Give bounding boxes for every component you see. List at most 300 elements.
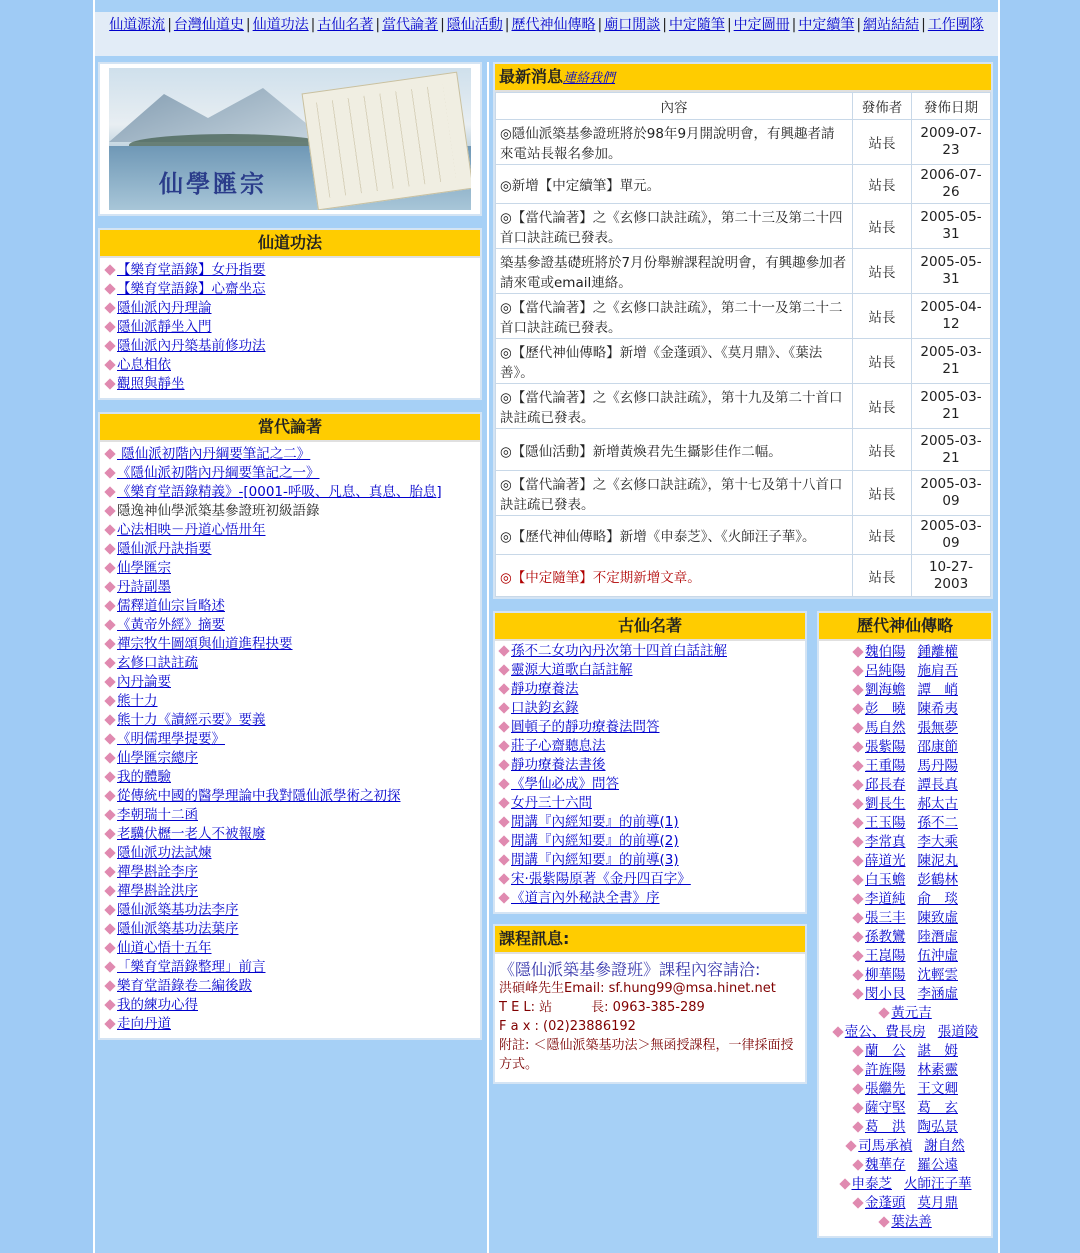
list-item	[104, 844, 476, 863]
diamond-bullet-icon	[852, 760, 863, 771]
list-item	[498, 756, 802, 775]
list-item	[498, 661, 802, 680]
immortal-link[interactable]: 羅公遠	[917, 1157, 958, 1173]
list-link[interactable]: 《隱仙派初階內丹綱要筆記之一》	[117, 465, 320, 481]
list-link[interactable]: 儒釋道仙宗旨略述	[117, 598, 225, 614]
diamond-bullet-icon	[852, 1197, 863, 1208]
news-date: 2005-03-21	[912, 339, 991, 384]
course-fax: F a x : (02)23886192	[499, 1019, 636, 1034]
diamond-bullet-icon	[104, 581, 115, 592]
news-table	[495, 92, 991, 597]
diamond-bullet-icon	[498, 835, 509, 846]
classic-link[interactable]: 閒講『內經知要』的前導(1)	[511, 814, 679, 830]
immortal-link[interactable]: 王文卿	[917, 1081, 958, 1097]
diamond-bullet-icon	[498, 854, 509, 865]
list-link[interactable]: 《樂育堂語錄精義》-[0001-呼吸、凡息、真息、胎息]	[117, 484, 442, 500]
diamond-bullet-icon	[104, 828, 115, 839]
classic-link[interactable]: 《學仙必成》問答	[511, 776, 619, 792]
nav-separator: |	[921, 17, 926, 33]
left-section-list	[100, 442, 480, 1038]
news-row	[496, 429, 991, 471]
diamond-bullet-icon	[498, 683, 509, 694]
list-item	[104, 673, 476, 692]
news-content: ◎隱仙派築基參證班將於98年9月開說明會，有興趣者請來電站長報名參加。	[496, 120, 853, 165]
immortal-link[interactable]: 張三丰	[865, 910, 906, 926]
immortal-link[interactable]: 譚 峭	[917, 682, 958, 698]
immortal-link[interactable]: 彭鶴林	[917, 872, 958, 888]
list-item	[104, 299, 476, 318]
news-row	[496, 294, 991, 339]
list-link[interactable]: 丹詩副墨	[117, 579, 171, 595]
diamond-bullet-icon	[104, 904, 115, 915]
news-date: 2005-03-21	[912, 384, 991, 429]
news-author: 站長	[853, 471, 912, 516]
immortal-row	[819, 852, 991, 871]
immortal-link[interactable]: 金蓬頭	[865, 1195, 906, 1211]
immortal-row	[819, 928, 991, 947]
diamond-bullet-icon	[104, 695, 115, 706]
diamond-bullet-icon	[104, 340, 115, 351]
column-divider	[487, 62, 489, 1253]
classic-link[interactable]: 靜功療養法書後	[511, 757, 606, 773]
immortal-link[interactable]: 申泰芝	[851, 1176, 892, 1192]
news-date: 2006-07-26	[912, 165, 991, 204]
list-item	[104, 464, 476, 483]
immortal-link[interactable]: 陸潛虛	[917, 929, 958, 945]
immortal-link[interactable]: 葉法善	[891, 1214, 932, 1230]
immortals-list	[819, 641, 991, 1236]
nav-link[interactable]: 廟口閒談	[604, 17, 661, 33]
diamond-bullet-icon	[104, 657, 115, 668]
news-author: 站長	[853, 516, 912, 555]
diamond-bullet-icon	[104, 999, 115, 1010]
news-header	[495, 64, 991, 92]
immortal-row	[819, 1099, 991, 1118]
list-item	[104, 654, 476, 673]
immortal-link[interactable]: 王重陽	[865, 758, 906, 774]
list-item	[498, 718, 802, 737]
news-column-header: 內容	[496, 93, 853, 120]
course-line-1: 《隱仙派築基參證班》課程內容請洽:	[499, 960, 761, 979]
news-author: 站長	[853, 339, 912, 384]
list-link[interactable]: 仙學匯宗總序	[117, 750, 198, 766]
list-link[interactable]: 禪學斟詮洪序	[117, 883, 198, 899]
immortal-link[interactable]: 李大乘	[917, 834, 958, 850]
news-content	[496, 555, 853, 597]
diamond-bullet-icon	[498, 892, 509, 903]
news-author: 站長	[853, 249, 912, 294]
diamond-bullet-icon	[852, 874, 863, 885]
diamond-bullet-icon	[852, 665, 863, 676]
nav-link[interactable]: 古仙名著	[317, 17, 374, 33]
list-item	[104, 635, 476, 654]
nav-separator: |	[375, 17, 381, 33]
nav-link[interactable]: 中定續筆	[798, 17, 855, 33]
list-link[interactable]: 走向丹道	[117, 1016, 171, 1032]
news-author: 站長	[853, 384, 912, 429]
immortal-link[interactable]: 莫月鼎	[917, 1195, 958, 1211]
immortal-link[interactable]: 司馬承禎	[858, 1138, 913, 1154]
list-item	[104, 901, 476, 920]
immortal-link[interactable]: 黃元吉	[891, 1005, 932, 1021]
diamond-bullet-icon	[104, 1018, 115, 1029]
immortal-link[interactable]: 伍沖虛	[917, 948, 958, 964]
classic-link[interactable]: 《道言內外秘訣全書》序	[511, 890, 660, 906]
list-link[interactable]: 熊十力	[117, 693, 158, 709]
diamond-bullet-icon	[104, 264, 115, 275]
list-item	[104, 521, 476, 540]
immortal-link[interactable]: 劉海蟾	[865, 682, 906, 698]
classic-link[interactable]: 口訣鈞玄錄	[511, 700, 579, 716]
immortal-link[interactable]: 俞 琰	[917, 891, 958, 907]
classic-link[interactable]: 莊子心齋聽息法	[511, 738, 606, 754]
news-box	[493, 62, 993, 599]
diamond-bullet-icon	[839, 1178, 850, 1189]
list-link[interactable]: 玄修口訣註疏	[117, 655, 198, 671]
list-item	[498, 889, 802, 908]
nav-link[interactable]: 隱仙活動	[446, 17, 503, 33]
news-column-header: 發佈者	[853, 93, 912, 120]
classics-box	[493, 611, 807, 914]
course-body	[495, 954, 805, 1082]
immortal-link[interactable]: 魏華存	[865, 1157, 906, 1173]
list-link[interactable]: 熊十力《讀經示要》要義	[117, 712, 266, 728]
course-tel: T E L: 站 長: 0963-385-289	[499, 1000, 705, 1015]
news-author: 站長	[853, 555, 912, 597]
nav-link[interactable]: 歷代神仙傳略	[511, 17, 596, 33]
immortal-row	[819, 643, 991, 662]
diamond-bullet-icon	[852, 722, 863, 733]
diamond-bullet-icon	[104, 961, 115, 972]
immortal-row	[819, 1175, 991, 1194]
news-content: ◎【歷代神仙傳略】新增《申泰芝》、《火師汪子華》。	[496, 516, 853, 555]
list-link[interactable]: 內丹論要	[117, 674, 171, 690]
list-item	[104, 730, 476, 749]
list-item	[104, 692, 476, 711]
diamond-bullet-icon	[104, 809, 115, 820]
immortal-link[interactable]: 張紫陽	[865, 739, 906, 755]
nav-separator: |	[726, 17, 732, 33]
immortal-link[interactable]: 邱長春	[865, 777, 906, 793]
list-item	[104, 749, 476, 768]
list-item	[104, 597, 476, 616]
immortal-link[interactable]: 李常真	[865, 834, 906, 850]
list-link[interactable]: 老驥伏櫪一老人不被報廢	[117, 826, 266, 842]
list-link[interactable]: 樂育堂語錄卷二編後跋	[117, 978, 252, 994]
list-link[interactable]: 隱仙派築基功法李序	[117, 902, 239, 918]
news-row	[496, 204, 991, 249]
immortal-row	[819, 1061, 991, 1080]
immortal-link[interactable]: 郝太古	[917, 796, 958, 812]
immortal-link[interactable]: 閔小艮	[865, 986, 906, 1002]
immortal-link[interactable]: 蘭 公	[865, 1043, 906, 1059]
news-content: ◎新增【中定續筆】單元。	[496, 165, 853, 204]
immortal-link[interactable]: 張無夢	[917, 720, 958, 736]
nav-separator: |	[440, 17, 445, 33]
left-section-box	[98, 228, 482, 400]
nav-link[interactable]: 工作團隊	[927, 17, 984, 33]
immortal-row	[819, 662, 991, 681]
news-date: 2005-03-09	[912, 516, 991, 555]
nav-link[interactable]: 當代論著	[382, 17, 439, 33]
immortal-link[interactable]: 馬丹陽	[917, 758, 958, 774]
diamond-bullet-icon	[104, 942, 115, 953]
diamond-bullet-icon	[852, 817, 863, 828]
list-item	[104, 375, 476, 394]
list-item	[104, 578, 476, 597]
diamond-bullet-icon	[852, 779, 863, 790]
right-column	[493, 62, 993, 1250]
nav-link[interactable]: 台灣仙道史	[173, 17, 244, 33]
news-content: ◎【歷代神仙傳略】新增《金蓬頭》、《莫月鼎》、《葉法善》。	[496, 339, 853, 384]
immortal-row	[819, 1213, 991, 1232]
news-row	[496, 120, 991, 165]
news-author: 站長	[853, 165, 912, 204]
news-column-header: 發佈日期	[912, 93, 991, 120]
classic-link[interactable]: 靈源大道歌白話註解	[511, 662, 633, 678]
classic-link[interactable]: 圓頓子的靜功療養法問答	[511, 719, 660, 735]
classic-link[interactable]: 閒講『內經知要』的前導(3)	[511, 852, 679, 868]
immortal-link[interactable]: 火師汪子華	[904, 1176, 972, 1192]
immortal-link[interactable]: 薩守堅	[865, 1100, 906, 1116]
news-content: ◎【當代論著】之《玄修口訣註疏》，第二十三及第二十四首口訣註疏已發表。	[496, 204, 853, 249]
diamond-bullet-icon	[852, 1083, 863, 1094]
list-item	[104, 863, 476, 882]
immortal-link[interactable]: 呂純陽	[865, 663, 906, 679]
list-link[interactable]: 禪學斟詮李序	[117, 864, 198, 880]
list-link[interactable]: 仙學匯宗	[117, 560, 171, 576]
immortal-link[interactable]: 薛道光	[865, 853, 906, 869]
nav-link[interactable]: 中定圖冊	[733, 17, 790, 33]
immortal-link[interactable]: 李道純	[865, 891, 906, 907]
immortal-link[interactable]: 彭 曉	[865, 701, 906, 717]
classic-link[interactable]: 孫不二女功內丹次第十四首白話註解	[511, 643, 727, 659]
diamond-bullet-icon	[104, 676, 115, 687]
logo-title: 仙學匯宗	[159, 169, 267, 198]
immortal-row	[819, 985, 991, 1004]
list-link[interactable]: 心法相映－丹道心悟卅年	[117, 522, 266, 538]
news-row	[496, 339, 991, 384]
left-column	[98, 62, 482, 1052]
list-link[interactable]: 《明儒理學提要》	[117, 731, 225, 747]
diamond-bullet-icon	[498, 873, 509, 884]
list-link[interactable]: 隱仙派功法試煉	[117, 845, 212, 861]
list-link[interactable]: 【樂育堂語錄】心齋坐忘	[117, 281, 266, 297]
left-section-box	[98, 412, 482, 1040]
nav-link[interactable]: 中定隨筆	[668, 17, 725, 33]
immortal-link[interactable]: 劉長生	[865, 796, 906, 812]
diamond-bullet-icon	[852, 1159, 863, 1170]
classic-link[interactable]: 宋‧張紫陽原著《金丹四百字》	[511, 871, 691, 887]
immortal-row	[819, 890, 991, 909]
list-link[interactable]: 仙道心悟十五年	[117, 940, 212, 956]
immortal-row	[819, 1023, 991, 1042]
list-link[interactable]: 我的練功心得	[117, 997, 198, 1013]
diamond-bullet-icon	[852, 646, 863, 657]
immortal-link[interactable]: 謝自然	[924, 1138, 965, 1154]
nav-link[interactable]: 網站結結	[863, 17, 920, 33]
diamond-bullet-icon	[498, 797, 509, 808]
immortal-link[interactable]: 馬自然	[865, 720, 906, 736]
diamond-bullet-icon	[104, 359, 115, 370]
diamond-bullet-icon	[104, 524, 115, 535]
classic-link[interactable]: 閒講『內經知要』的前導(2)	[511, 833, 679, 849]
diamond-bullet-icon	[498, 816, 509, 827]
list-item	[104, 261, 476, 280]
diamond-bullet-icon	[498, 645, 509, 656]
list-item	[104, 939, 476, 958]
diamond-bullet-icon	[498, 740, 509, 751]
list-link[interactable]: 「樂育堂語錄整理」前言	[117, 959, 266, 975]
news-date: 2005-03-09	[912, 471, 991, 516]
list-link[interactable]: 禪宗牧牛圖頌與仙道進程抉要	[117, 636, 293, 652]
immortal-row	[819, 738, 991, 757]
immortal-row	[819, 947, 991, 966]
list-item	[104, 616, 476, 635]
list-item	[104, 787, 476, 806]
classic-link[interactable]: 女丹三十六問	[511, 795, 592, 811]
list-item	[498, 832, 802, 851]
list-link[interactable]: 隱仙派築基功法葉序	[117, 921, 239, 937]
immortal-link[interactable]: 許旌陽	[865, 1062, 906, 1078]
diamond-bullet-icon	[498, 702, 509, 713]
list-item	[498, 813, 802, 832]
diamond-bullet-icon	[846, 1140, 857, 1151]
logo-box	[98, 62, 482, 216]
list-link[interactable]: 從傳統中國的醫學理論中我對隱仙派學術之初探	[117, 788, 401, 804]
immortal-link[interactable]: 葛 玄	[917, 1100, 958, 1116]
list-item	[104, 806, 476, 825]
diamond-bullet-icon	[104, 923, 115, 934]
diamond-bullet-icon	[852, 912, 863, 923]
immortal-link[interactable]: 張道陵	[937, 1024, 979, 1040]
immortal-link[interactable]: 柳華陽	[865, 967, 906, 983]
classic-link[interactable]: 靜功療養法	[511, 681, 579, 697]
immortal-row	[819, 1194, 991, 1213]
immortal-link[interactable]: 孫不二	[917, 815, 958, 831]
immortal-row	[819, 795, 991, 814]
list-item	[104, 356, 476, 375]
immortal-row	[819, 1137, 991, 1156]
immortal-link[interactable]: 魏伯陽	[865, 644, 906, 660]
nav-separator: |	[245, 17, 251, 33]
immortal-link[interactable]: 孫教鸞	[865, 929, 906, 945]
diamond-bullet-icon	[498, 778, 509, 789]
immortal-link[interactable]: 張繼先	[865, 1081, 906, 1097]
diamond-bullet-icon	[852, 741, 863, 752]
list-link[interactable]: 隱仙派初階內丹綱要筆記之二》	[117, 446, 311, 462]
immortal-row	[819, 871, 991, 890]
diamond-bullet-icon	[498, 759, 509, 770]
news-content: ◎【當代論著】之《玄修口訣註疏》，第十七及第十八首口訣註疏已發表。	[496, 471, 853, 516]
list-link: 隱逸神仙學派築基參證班初級語錄	[117, 503, 320, 519]
diamond-bullet-icon	[879, 1216, 890, 1227]
list-link[interactable]: 觀照與靜坐	[117, 376, 185, 392]
list-link[interactable]: 【樂育堂語錄】女丹指要	[117, 262, 266, 278]
immortal-link[interactable]: 沈輕雲	[917, 967, 958, 983]
immortal-row	[819, 757, 991, 776]
news-date: 2009-07-23	[912, 120, 991, 165]
news-title: 最新消息	[499, 67, 564, 86]
immortal-row	[819, 1156, 991, 1175]
news-date: 10-27-2003	[912, 555, 991, 597]
list-link[interactable]: 隱仙派內丹築基前修功法	[117, 338, 266, 354]
list-link[interactable]: 李朝瑞十二函	[117, 807, 198, 823]
immortal-link[interactable]: 譚長真	[917, 777, 958, 793]
immortal-link[interactable]: 白玉蟾	[865, 872, 906, 888]
immortal-link[interactable]: 葛 洪	[865, 1119, 906, 1135]
course-email: 洪碩峰先生Email: sf.hung99@msa.hinet.net	[499, 981, 776, 996]
immortal-link[interactable]: 邵康節	[917, 739, 958, 755]
news-author: 站長	[853, 294, 912, 339]
immortal-row	[819, 1118, 991, 1137]
list-item	[104, 768, 476, 787]
list-item	[104, 958, 476, 977]
nav-link[interactable]: 仙道功法	[252, 17, 309, 33]
immortal-link[interactable]: 王崑陽	[865, 948, 906, 964]
news-row	[496, 165, 991, 204]
bottom-right-area	[493, 611, 993, 1250]
scroll-image	[302, 72, 471, 210]
diamond-bullet-icon	[852, 950, 863, 961]
diamond-bullet-icon	[852, 703, 863, 714]
immortal-link[interactable]: 王玉陽	[865, 815, 906, 831]
nav-separator: |	[791, 17, 797, 33]
list-link[interactable]: 隱仙派靜坐入門	[117, 319, 212, 335]
diamond-bullet-icon	[852, 1102, 863, 1113]
news-author: 站長	[853, 120, 912, 165]
diamond-bullet-icon	[104, 714, 115, 725]
contact-us-link[interactable]: 連絡我們	[563, 71, 616, 86]
diamond-bullet-icon	[852, 798, 863, 809]
immortal-link[interactable]: 諶 姆	[917, 1043, 958, 1059]
list-link[interactable]: 心息相依	[117, 357, 171, 373]
left-section-header: 仙道功法	[100, 230, 480, 258]
nav-link[interactable]: 仙道源流	[109, 17, 166, 33]
immortal-link[interactable]: 林素靈	[917, 1062, 958, 1078]
list-link[interactable]: 隱仙派丹訣指要	[117, 541, 212, 557]
news-row	[496, 471, 991, 516]
list-link[interactable]: 我的體驗	[117, 769, 171, 785]
diamond-bullet-icon	[852, 931, 863, 942]
immortals-header: 歷代神仙傳略	[819, 613, 991, 641]
immortal-link[interactable]: 陳希夷	[917, 701, 958, 717]
immortal-link[interactable]: 施肩吾	[917, 663, 958, 679]
immortal-link[interactable]: 李涵虛	[917, 986, 958, 1002]
immortal-row	[819, 681, 991, 700]
list-link[interactable]: 《黃帝外經》摘要	[117, 617, 225, 633]
list-item	[104, 977, 476, 996]
diamond-bullet-icon	[832, 1026, 843, 1037]
immortal-row	[819, 833, 991, 852]
page	[93, 0, 1000, 1253]
list-item	[104, 318, 476, 337]
list-item	[104, 337, 476, 356]
news-date: 2005-05-31	[912, 249, 991, 294]
immortal-link[interactable]: 鍾離權	[917, 644, 958, 660]
immortal-link[interactable]: 陶弘景	[917, 1119, 958, 1135]
news-content-text: ◎【中定隨筆】不定期新增文章。	[500, 569, 701, 586]
news-row	[496, 555, 991, 597]
diamond-bullet-icon	[104, 619, 115, 630]
immortal-link[interactable]: 壺公、費長房	[844, 1024, 926, 1040]
list-item	[104, 280, 476, 299]
list-item	[104, 540, 476, 559]
list-link[interactable]: 隱仙派內丹理論	[117, 300, 212, 316]
immortal-link[interactable]: 陳致虛	[917, 910, 958, 926]
immortals-box	[817, 611, 993, 1238]
immortal-link[interactable]: 陳泥丸	[917, 853, 958, 869]
